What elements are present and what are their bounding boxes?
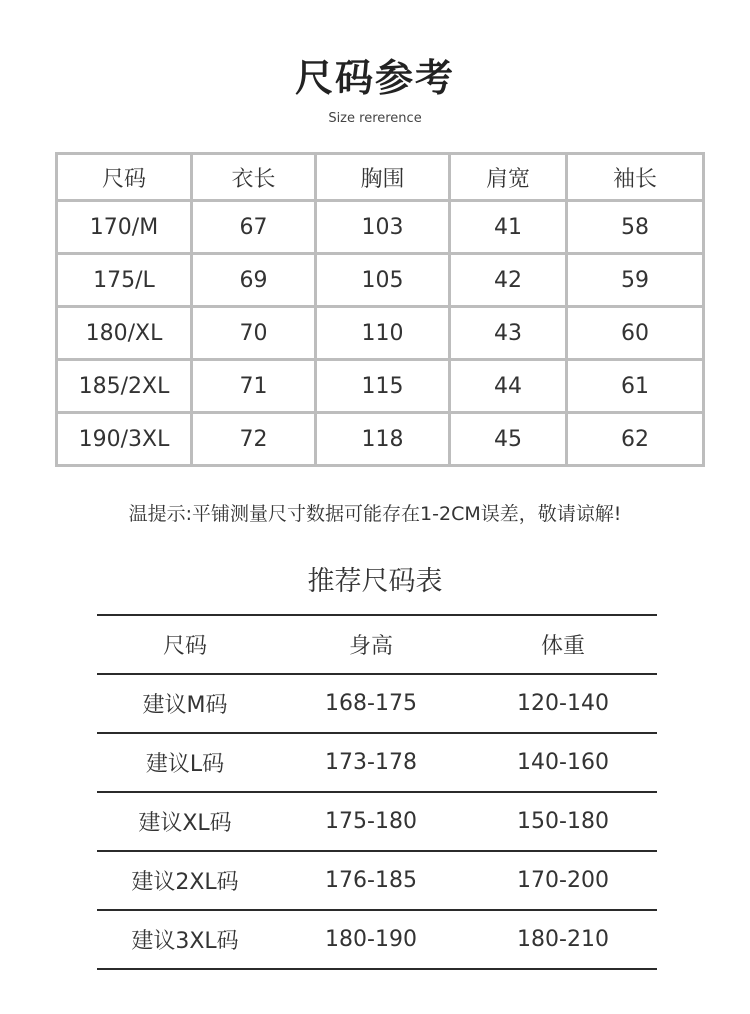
- weight-cell: 150-180: [469, 792, 657, 851]
- chest-cell: 105: [316, 254, 450, 307]
- weight-cell: 140-160: [469, 733, 657, 792]
- column-header-length: 衣长: [192, 154, 316, 201]
- table-row: [57, 360, 704, 413]
- shoulder-cell: 41: [450, 201, 567, 254]
- chest-cell: 115: [316, 360, 450, 413]
- height-cell: 173-178: [273, 733, 469, 792]
- length-cell: 70: [192, 307, 316, 360]
- column-header-weight: 体重: [469, 615, 657, 674]
- column-header-size: 尺码: [57, 154, 192, 201]
- column-header-size: 尺码: [97, 615, 273, 674]
- chest-cell: 103: [316, 201, 450, 254]
- length-cell: 67: [192, 201, 316, 254]
- weight-cell: 180-210: [469, 910, 657, 969]
- recommend-size-cell: 建议M码: [97, 674, 273, 733]
- size-cell: 175/L: [57, 254, 192, 307]
- recommend-size-cell: 建议L码: [97, 733, 273, 792]
- table-row: [57, 413, 704, 466]
- recommend-size-table: [97, 614, 657, 970]
- shoulder-cell: 44: [450, 360, 567, 413]
- table-row: [97, 910, 657, 969]
- recommend-size-cell: 建议2XL码: [97, 851, 273, 910]
- recommend-header-row: [97, 615, 657, 674]
- length-cell: 72: [192, 413, 316, 466]
- table-row: [97, 733, 657, 792]
- column-header-shoulder: 肩宽: [450, 154, 567, 201]
- shoulder-cell: 43: [450, 307, 567, 360]
- column-header-sleeve: 袖长: [567, 154, 704, 201]
- table-row: [57, 201, 704, 254]
- weight-cell: 170-200: [469, 851, 657, 910]
- height-cell: 176-185: [273, 851, 469, 910]
- measurement-note: 温提示:平铺测量尺寸数据可能存在1-2CM误差，敬请谅解!: [128, 503, 622, 525]
- sleeve-cell: 58: [567, 201, 704, 254]
- size-table-header-row: [57, 154, 704, 201]
- size-cell: 180/XL: [57, 307, 192, 360]
- shoulder-cell: 42: [450, 254, 567, 307]
- size-reference-table: [55, 152, 705, 467]
- page-title: 尺码参考: [294, 56, 455, 100]
- column-header-chest: 胸围: [316, 154, 450, 201]
- chest-cell: 118: [316, 413, 450, 466]
- weight-cell: 120-140: [469, 674, 657, 733]
- recommend-size-cell: 建议3XL码: [97, 910, 273, 969]
- height-cell: 180-190: [273, 910, 469, 969]
- sleeve-cell: 61: [567, 360, 704, 413]
- size-cell: 185/2XL: [57, 360, 192, 413]
- size-cell: 190/3XL: [57, 413, 192, 466]
- length-cell: 71: [192, 360, 316, 413]
- sleeve-cell: 59: [567, 254, 704, 307]
- table-row: [97, 792, 657, 851]
- size-cell: 170/M: [57, 201, 192, 254]
- chest-cell: 110: [316, 307, 450, 360]
- table-row: [57, 307, 704, 360]
- page-subtitle: Size rererence: [328, 111, 422, 126]
- shoulder-cell: 45: [450, 413, 567, 466]
- height-cell: 175-180: [273, 792, 469, 851]
- table-row: [97, 674, 657, 733]
- recommend-title: 推荐尺码表: [307, 566, 443, 597]
- sleeve-cell: 60: [567, 307, 704, 360]
- table-row: [97, 851, 657, 910]
- column-header-height: 身高: [273, 615, 469, 674]
- table-row: [57, 254, 704, 307]
- height-cell: 168-175: [273, 674, 469, 733]
- length-cell: 69: [192, 254, 316, 307]
- sleeve-cell: 62: [567, 413, 704, 466]
- recommend-size-cell: 建议XL码: [97, 792, 273, 851]
